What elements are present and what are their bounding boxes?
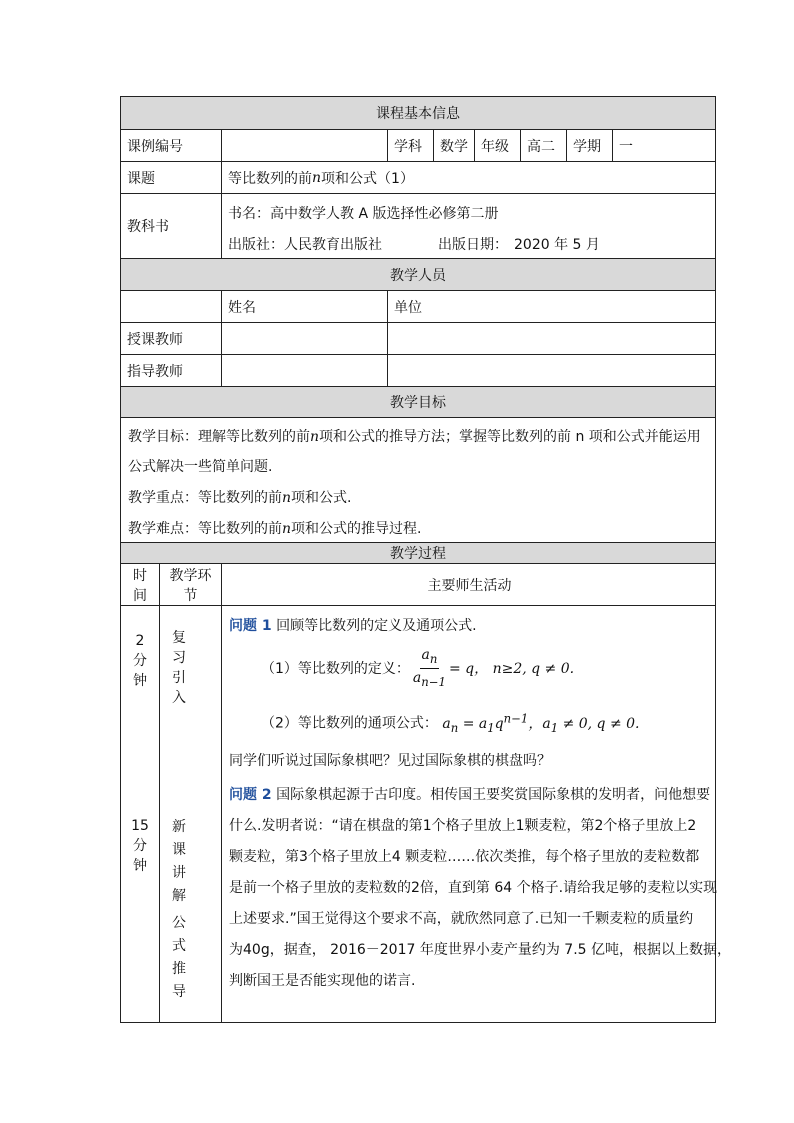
goal-line-2: 公式解决一些简单问题. — [128, 459, 273, 475]
textbook-row — [120, 193, 716, 258]
goal-line-1: 教学目标：理解等比数列的前n项和公式的推导方法；掌握等比数列的前 n 项和公式并能运用 — [128, 429, 701, 445]
stage2-sub: 公 式 推 导 — [172, 915, 186, 1000]
col-name: 姓名 — [222, 291, 388, 322]
section-title: 教学目标 — [390, 395, 446, 411]
course-id-value — [222, 130, 388, 161]
chess-question: 同学们听说过国际象棋吧？见过国际象棋的棋盘吗？ — [229, 753, 551, 769]
process-body — [120, 605, 732, 1022]
subject-value: 数学 — [434, 130, 475, 161]
stage1-time: 2 分 钟 — [133, 633, 147, 689]
pub-date-value: 2020 年 5 月 — [514, 237, 600, 253]
course-info-row — [120, 129, 716, 161]
section-title: 教学人员 — [390, 267, 446, 284]
question-1: 问题 1 回顾等比数列的定义及通项公式. — [229, 618, 477, 634]
staff-heading-row — [120, 290, 716, 322]
topic-value: 等比数列的前 n 项和公式（1） — [228, 169, 414, 187]
definition-formula: （1）等比数列的定义： $\frac{a_n}{a_{n-1}}$ = q， n≥2, q ≠ 0. — [261, 647, 575, 689]
section-title: 课程基本信息 — [376, 106, 460, 122]
teacher-row — [120, 322, 716, 354]
pub-date-label: 出版日期： — [438, 237, 508, 253]
course-id-label: 课例编号 — [121, 130, 222, 161]
stage1-name: 复 习 引 入 — [172, 630, 186, 706]
col-stage: 教学环 节 — [160, 564, 222, 605]
grade-label: 年级 — [475, 130, 521, 161]
term-label: 学期 — [567, 130, 613, 161]
section-header-process — [120, 542, 716, 563]
book-name: 书名：高中数学人教 A 版选择性必修第二册 — [228, 206, 499, 222]
section-header-basic — [120, 96, 716, 129]
teacher-label: 授课教师 — [121, 323, 222, 354]
advisor-label: 指导教师 — [121, 355, 222, 386]
textbook-label: 教科书 — [121, 194, 222, 258]
textbook-info — [222, 194, 717, 258]
advisor-unit — [388, 355, 717, 386]
subject-label: 学科 — [388, 130, 434, 161]
advisor-name — [222, 355, 388, 386]
topic-label: 课题 — [121, 162, 222, 193]
topic-row — [120, 161, 716, 193]
col-unit: 单位 — [394, 299, 422, 316]
key-point: 教学重点：等比数列的前n项和公式. — [128, 490, 352, 506]
goals-body — [120, 417, 716, 542]
stage2-time: 15 分 钟 — [131, 818, 149, 874]
advisor-row — [120, 354, 716, 386]
table-bottom-border — [120, 1022, 716, 1023]
section-title: 教学过程 — [390, 546, 446, 562]
question-2: 问题 2 国际象棋起源于古印度。相传国王要奖赏国际象棋的发明者，问他想要 什么.发明者说：“请在棋盘的第1个格子里放上1颗麦粒，第2个格子里放上2 颗麦粒，第3个格子里放上4 颗麦粒……依次类推，每个格子里放的麦粒数都 是前一个格子里放的麦粒数的2倍，直到第 64 个格子.请给我足够的麦粒以实现 上述要求.”国王觉得这个要求不高，就欣然同意了.已知一千颗麦粒的质量约 为40g，据查， 2016－2017 年度世界小麦产量约为 7.5 亿吨，根据以上数据， 判断国王是否能实现他的诺言. — [229, 787, 732, 989]
general-term-formula: （2）等比数列的通项公式： $a_n = a_1q^{n-1}$，$a_1 \ne 0$, q ≠ 0. — [261, 711, 640, 735]
difficult-point: 教学难点：等比数列的前n项和公式的推导过程. — [128, 521, 422, 537]
col-time: 时 间 — [121, 564, 160, 605]
empty-cell — [121, 291, 222, 322]
teacher-name — [222, 323, 388, 354]
section-header-goals — [120, 386, 716, 417]
col-activity: 主要师生活动 — [427, 577, 512, 594]
publisher: 出版社：人民教育出版社 — [228, 237, 382, 253]
grade-value: 高二 — [521, 130, 567, 161]
stage2-name: 新 课 讲 解 — [172, 819, 186, 904]
process-heading-row — [120, 563, 716, 605]
term-value: 一 — [619, 138, 633, 155]
teacher-unit — [388, 323, 717, 354]
section-header-staff — [120, 258, 716, 290]
